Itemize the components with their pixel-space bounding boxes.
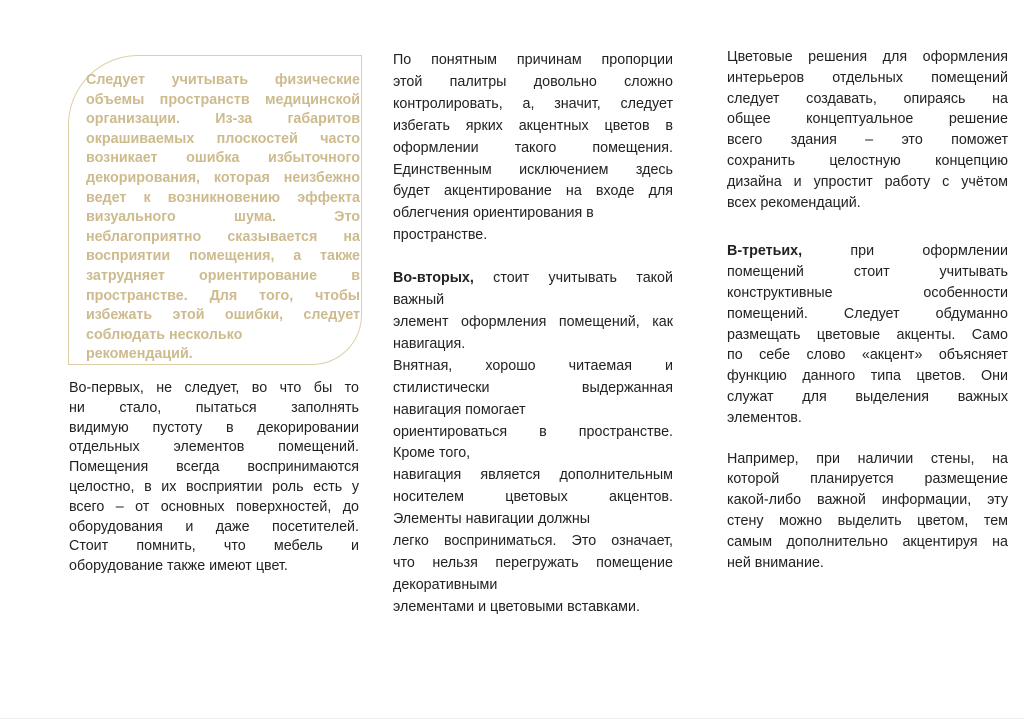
line-text: служат для выделения важных bbox=[727, 388, 1008, 405]
column-3-paragraph-2 bbox=[727, 241, 1008, 428]
line-text: при оформлении bbox=[802, 243, 1008, 260]
line-text: рекомендаций. bbox=[86, 346, 193, 363]
text-line bbox=[393, 509, 673, 531]
line-text: самым дополнительно акцентируя на bbox=[727, 533, 1008, 550]
line-text: элемент оформления помещений, как bbox=[393, 313, 673, 330]
text-line bbox=[393, 553, 673, 575]
text-line bbox=[727, 408, 1008, 429]
callout-text bbox=[86, 71, 360, 365]
text-line bbox=[727, 553, 1008, 574]
text-line bbox=[393, 400, 673, 422]
line-text: элементов. bbox=[727, 409, 802, 426]
line-text: всех рекомендаций. bbox=[727, 194, 861, 211]
text-line bbox=[393, 225, 673, 247]
text-line bbox=[69, 498, 359, 518]
text-line bbox=[727, 89, 1008, 110]
text-line bbox=[727, 469, 1008, 490]
column-2-paragraph-2 bbox=[393, 268, 673, 619]
text-line bbox=[393, 575, 673, 597]
line-text: затрудняет ориентирование в bbox=[86, 267, 360, 284]
text-line bbox=[69, 557, 359, 577]
line-text: избежать этой ошибки, следует bbox=[86, 307, 360, 324]
text-line bbox=[86, 110, 360, 130]
text-line bbox=[727, 130, 1008, 151]
line-text: важный bbox=[393, 292, 445, 309]
text-line bbox=[727, 262, 1008, 283]
text-line bbox=[393, 268, 673, 290]
line-text: размещать цветовые акценты. Само bbox=[727, 326, 1008, 343]
text-line bbox=[86, 149, 360, 169]
line-text: облегчения ориентирования в bbox=[393, 205, 594, 222]
line-text: носителем цветовых акцентов. bbox=[393, 489, 673, 506]
text-line bbox=[69, 399, 359, 419]
line-text: неблагоприятно сказывается на bbox=[86, 228, 360, 245]
line-text: Например, при наличии стены, на bbox=[727, 450, 1008, 467]
text-line bbox=[727, 47, 1008, 68]
text-line bbox=[393, 356, 673, 378]
text-line bbox=[727, 109, 1008, 130]
text-line bbox=[86, 267, 360, 287]
text-line bbox=[727, 449, 1008, 470]
lead-word: В-третьих, bbox=[727, 243, 803, 260]
text-line bbox=[86, 71, 360, 91]
text-line bbox=[393, 94, 673, 116]
text-line bbox=[727, 151, 1008, 172]
line-text: Внятная, хорошо читаемая и bbox=[393, 357, 673, 374]
line-text: восприятии помещения, а также bbox=[86, 248, 360, 265]
line-text: стилистически выдержанная bbox=[393, 379, 673, 396]
text-line bbox=[393, 487, 673, 509]
line-text: ни стало, пытаться заполнять bbox=[69, 399, 359, 416]
line-text: декорирования, которая неизбежно bbox=[86, 169, 360, 186]
line-text: легко восприниматься. Это означает, bbox=[393, 533, 673, 550]
line-text: оборудование также имеют цвет. bbox=[69, 558, 288, 575]
line-text: стоит учитывать такой bbox=[473, 270, 673, 287]
column-3 bbox=[727, 47, 1008, 573]
text-line bbox=[393, 50, 673, 72]
text-line bbox=[86, 326, 360, 346]
line-text: будет акцентирование на входе для bbox=[393, 183, 673, 200]
text-line bbox=[393, 334, 673, 356]
line-text: сохранить целостную концепцию bbox=[727, 152, 1008, 169]
text-line bbox=[69, 518, 359, 538]
line-text: целостно, в их восприятии роль есть у bbox=[69, 478, 359, 495]
text-line bbox=[393, 72, 673, 94]
line-text: По понятным причинам пропорции bbox=[393, 52, 673, 68]
line-text: соблюдать несколько bbox=[86, 326, 243, 343]
line-text: отдельных элементов помещений. bbox=[69, 439, 359, 456]
text-line bbox=[393, 312, 673, 334]
text-line bbox=[727, 511, 1008, 532]
text-line bbox=[393, 116, 673, 138]
column-3-paragraph-1 bbox=[727, 47, 1008, 213]
column-2 bbox=[393, 50, 673, 619]
column-1-text bbox=[69, 379, 359, 577]
line-text: помещений. Следует обдуманно bbox=[727, 305, 1008, 322]
line-text: элементами и цветовыми вставками. bbox=[393, 598, 640, 615]
line-text: конструктивные особенности bbox=[727, 284, 1008, 301]
line-text: интерьеров отдельных помещений bbox=[727, 69, 1008, 86]
line-text: дизайна и упростит работу с учётом bbox=[727, 173, 1008, 190]
text-line bbox=[69, 537, 359, 557]
line-text: оборудования и даже посетителей. bbox=[69, 518, 359, 535]
text-line bbox=[727, 490, 1008, 511]
line-text: Помещения всегда воспринимаются bbox=[69, 459, 359, 476]
line-text: следует создавать, опираясь на bbox=[727, 90, 1008, 107]
text-line bbox=[86, 130, 360, 150]
line-text: всего здания – это поможет bbox=[727, 132, 1008, 149]
text-line bbox=[86, 169, 360, 189]
line-text: которой планируется размещение bbox=[727, 471, 1008, 488]
line-text: стену можно выделить цветом, тем bbox=[727, 512, 1008, 529]
line-text: навигация является дополнительным bbox=[393, 467, 673, 484]
line-text: ориентироваться в пространстве. bbox=[393, 423, 673, 440]
text-line bbox=[727, 387, 1008, 408]
text-line bbox=[727, 366, 1008, 387]
line-text: Цветовые решения для оформления bbox=[727, 49, 1008, 65]
text-line bbox=[393, 597, 673, 619]
line-text: общее концептуальное решение bbox=[727, 111, 1008, 128]
text-line bbox=[727, 283, 1008, 304]
line-text: избегать ярких акцентных цветов в bbox=[393, 117, 673, 134]
text-line bbox=[86, 287, 360, 307]
line-text: всего – от основных поверхностей, до bbox=[69, 498, 359, 515]
line-text: что нельзя перегружать помещение bbox=[393, 554, 673, 571]
line-text: визуального шума. Это bbox=[86, 209, 360, 226]
line-text: навигация помогает bbox=[393, 401, 526, 418]
text-line bbox=[69, 379, 359, 399]
text-line bbox=[393, 422, 673, 444]
text-line bbox=[393, 181, 673, 203]
text-line bbox=[393, 290, 673, 312]
text-line bbox=[86, 91, 360, 111]
page-edge bbox=[0, 718, 1024, 719]
line-text: организации. Из-за габаритов bbox=[86, 111, 360, 128]
line-text: декоративными bbox=[393, 576, 498, 593]
text-line bbox=[727, 193, 1008, 214]
line-text: Элементы навигации должны bbox=[393, 511, 591, 528]
text-line bbox=[86, 306, 360, 326]
line-text: оформлении такого помещения. bbox=[393, 139, 673, 156]
text-line bbox=[393, 531, 673, 553]
text-line bbox=[393, 138, 673, 160]
line-text: Во-первых, не следует, во что бы то bbox=[69, 380, 359, 396]
line-text: Следует учитывать физические bbox=[86, 72, 360, 88]
text-line bbox=[727, 345, 1008, 366]
text-line bbox=[86, 208, 360, 228]
line-text: объемы пространств медицинской bbox=[86, 91, 360, 108]
line-text: видимую пустоту в декорировании bbox=[69, 419, 359, 436]
line-text: Единственным исключением здесь bbox=[393, 161, 673, 178]
line-text: ведет к возникновению эффекта bbox=[86, 189, 360, 206]
text-line bbox=[69, 478, 359, 498]
lead-word: Во-вторых, bbox=[393, 270, 474, 287]
text-line bbox=[727, 241, 1008, 262]
line-text: контролировать, а, значит, следует bbox=[393, 95, 673, 112]
text-line bbox=[86, 345, 360, 365]
line-text: пространстве. Для того, чтобы bbox=[86, 287, 360, 304]
text-line bbox=[69, 438, 359, 458]
line-text: пространстве. bbox=[393, 227, 488, 244]
text-line bbox=[727, 532, 1008, 553]
line-text: по себе слово «акцент» объясняет bbox=[727, 347, 1008, 364]
text-line bbox=[393, 203, 673, 225]
text-line bbox=[86, 189, 360, 209]
text-line bbox=[69, 419, 359, 439]
line-text: помещений стоит учитывать bbox=[727, 264, 1008, 281]
text-line bbox=[69, 458, 359, 478]
line-text: ней внимание. bbox=[727, 554, 824, 571]
line-text: окрашиваемых плоскостей часто bbox=[86, 130, 360, 147]
line-text: возникает ошибка избыточного bbox=[86, 150, 360, 167]
text-line bbox=[393, 443, 673, 465]
text-line bbox=[393, 378, 673, 400]
text-line bbox=[727, 172, 1008, 193]
text-line bbox=[727, 325, 1008, 346]
line-text: какой-либо важной информации, эту bbox=[727, 492, 1008, 509]
column-3-paragraph-3 bbox=[727, 449, 1008, 574]
text-line bbox=[86, 228, 360, 248]
text-line bbox=[393, 160, 673, 182]
line-text: функцию данного типа цветов. Они bbox=[727, 368, 1008, 385]
text-line bbox=[393, 465, 673, 487]
column-2-paragraph-1 bbox=[393, 50, 673, 247]
line-text: Кроме того, bbox=[393, 445, 471, 462]
text-line bbox=[727, 68, 1008, 89]
line-text: навигация. bbox=[393, 335, 466, 352]
line-text: этой палитры довольно сложно bbox=[393, 73, 673, 90]
text-line bbox=[727, 304, 1008, 325]
text-line bbox=[86, 247, 360, 267]
line-text: Стоит помнить, что мебель и bbox=[69, 538, 359, 555]
